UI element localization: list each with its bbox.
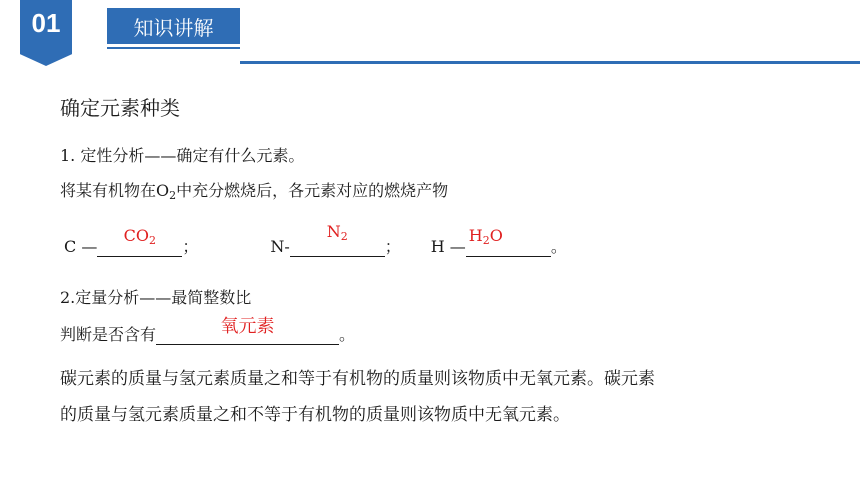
section-title: 知识讲解 — [133, 16, 214, 40]
title-underline — [107, 47, 240, 49]
section-number: 01 — [31, 8, 61, 38]
hydrogen-answer: $H_2O$ — [468, 226, 503, 247]
carbon-blank — [97, 226, 182, 257]
nitrogen-blank — [290, 222, 385, 257]
description-pre: 将某有机物在O — [60, 181, 170, 200]
nitrogen-label: N- — [270, 237, 290, 256]
nitrogen-answer: $N_2$ — [326, 222, 348, 243]
carbon-answer: $CO_2$ — [123, 226, 156, 247]
header-divider — [240, 61, 860, 64]
hydrogen-label: H — — [430, 237, 466, 256]
hydrogen-blank — [466, 226, 551, 257]
separator-1: ； — [182, 237, 199, 256]
paragraph-line-2: 的质量与氢元素质量之和不等于有机物的质量则该物质中无氧元素。 — [60, 405, 570, 425]
description-subscript: 2 — [169, 189, 177, 202]
oxygen-answer: 氧元素 — [220, 316, 275, 337]
judge-line — [60, 316, 356, 345]
combustion-products-row — [64, 222, 567, 257]
topic-heading: 确定元素种类 — [60, 96, 180, 120]
separator-2: ； — [384, 237, 401, 256]
judge-prefix: 判断是否含有 — [60, 325, 157, 344]
carbon-label: C — — [64, 237, 98, 256]
qualitative-description — [60, 178, 448, 202]
oxygen-blank — [156, 316, 339, 345]
description-post: 中充分燃烧后，各元素对应的燃烧产物 — [176, 181, 449, 200]
row-end: 。 — [550, 237, 567, 256]
judge-end: 。 — [339, 325, 356, 344]
quantitative-item: 2.定量分析——最简整数比 — [60, 288, 252, 307]
qualitative-item: 1. 定性分析——确定有什么元素。 — [60, 146, 305, 165]
paragraph-line-1: 碳元素的质量与氢元素质量之和等于有机物的质量则该物质中无氧元素。碳元素 — [60, 369, 655, 389]
